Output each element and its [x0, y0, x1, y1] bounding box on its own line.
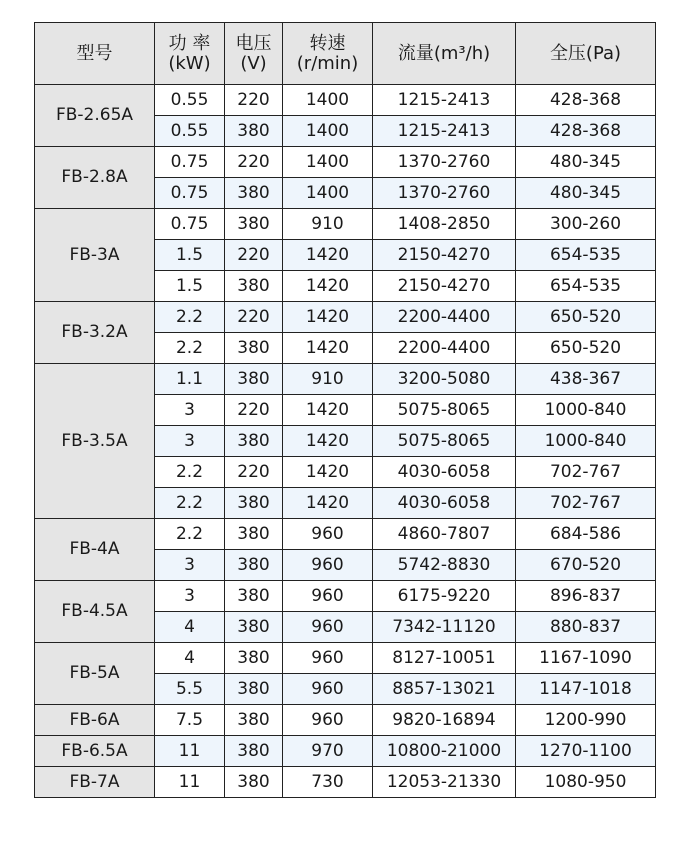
table-row [35, 302, 656, 333]
power-cell: 0.75 [155, 209, 225, 240]
header-speed-unit: (r/min) [296, 52, 359, 74]
power-cell: 3 [155, 581, 225, 612]
voltage-cell: 220 [225, 147, 283, 178]
speed-cell: 960 [283, 519, 373, 550]
power-cell: 0.55 [155, 85, 225, 116]
voltage-cell: 220 [225, 302, 283, 333]
power-cell: 2.2 [155, 519, 225, 550]
power-cell: 7.5 [155, 705, 225, 736]
speed-cell: 960 [283, 643, 373, 674]
power-cell: 1.1 [155, 364, 225, 395]
voltage-cell: 380 [225, 612, 283, 643]
pressure-cell: 428-368 [516, 85, 656, 116]
table-row [35, 767, 656, 798]
header-voltage [225, 23, 283, 85]
pressure-cell: 654-535 [516, 271, 656, 302]
pressure-cell: 1200-990 [516, 705, 656, 736]
model-cell: FB-3A [35, 209, 155, 302]
pressure-cell: 654-535 [516, 240, 656, 271]
header-flow [373, 23, 516, 85]
speed-cell: 1400 [283, 85, 373, 116]
power-cell: 3 [155, 426, 225, 457]
power-cell: 11 [155, 736, 225, 767]
header-speed-label: 转速 [309, 32, 346, 54]
model-cell: FB-6A [35, 705, 155, 736]
voltage-cell: 380 [225, 271, 283, 302]
pressure-cell: 880-837 [516, 612, 656, 643]
flow-cell: 1408-2850 [373, 209, 516, 240]
pressure-cell: 1080-950 [516, 767, 656, 798]
power-cell: 4 [155, 612, 225, 643]
header-model [35, 23, 155, 85]
model-cell: FB-7A [35, 767, 155, 798]
header-pressure [516, 23, 656, 85]
pressure-cell: 300-260 [516, 209, 656, 240]
header-speed [283, 23, 373, 85]
pressure-cell: 1000-840 [516, 395, 656, 426]
header-pressure-label: 全压(Pa) [549, 42, 622, 64]
flow-cell: 4030-6058 [373, 457, 516, 488]
power-cell: 2.2 [155, 457, 225, 488]
table-row [35, 147, 656, 178]
voltage-cell: 380 [225, 581, 283, 612]
flow-cell: 2200-4400 [373, 333, 516, 364]
voltage-cell: 380 [225, 550, 283, 581]
table-row [35, 364, 656, 395]
speed-cell: 960 [283, 705, 373, 736]
pressure-cell: 670-520 [516, 550, 656, 581]
pressure-cell: 702-767 [516, 488, 656, 519]
pressure-cell: 428-368 [516, 116, 656, 147]
power-cell: 5.5 [155, 674, 225, 705]
speed-cell: 960 [283, 550, 373, 581]
table-row [35, 85, 656, 116]
model-cell: FB-3.5A [35, 364, 155, 519]
power-cell: 4 [155, 643, 225, 674]
speed-cell: 1420 [283, 426, 373, 457]
flow-cell: 2150-4270 [373, 240, 516, 271]
header-power [155, 23, 225, 85]
header-voltage-label: 电压 [235, 32, 272, 54]
flow-cell: 9820-16894 [373, 705, 516, 736]
speed-cell: 970 [283, 736, 373, 767]
power-cell: 11 [155, 767, 225, 798]
model-cell: FB-2.65A [35, 85, 155, 147]
table-row [35, 705, 656, 736]
speed-cell: 1400 [283, 147, 373, 178]
voltage-cell: 380 [225, 209, 283, 240]
flow-cell: 4030-6058 [373, 488, 516, 519]
speed-cell: 1420 [283, 271, 373, 302]
pressure-cell: 1147-1018 [516, 674, 656, 705]
table-row [35, 519, 656, 550]
spec-table-container [34, 22, 656, 798]
flow-cell: 2200-4400 [373, 302, 516, 333]
speed-cell: 1420 [283, 488, 373, 519]
pressure-cell: 650-520 [516, 333, 656, 364]
table-body [35, 85, 656, 798]
pressure-cell: 650-520 [516, 302, 656, 333]
voltage-cell: 380 [225, 643, 283, 674]
flow-cell: 5742-8830 [373, 550, 516, 581]
speed-cell: 1420 [283, 302, 373, 333]
power-cell: 1.5 [155, 271, 225, 302]
power-cell: 0.75 [155, 178, 225, 209]
flow-cell: 1215-2413 [373, 116, 516, 147]
voltage-cell: 380 [225, 674, 283, 705]
header-flow-label: 流量(m³/h) [397, 42, 491, 64]
pressure-cell: 480-345 [516, 178, 656, 209]
speed-cell: 960 [283, 674, 373, 705]
voltage-cell: 220 [225, 457, 283, 488]
speed-cell: 1400 [283, 178, 373, 209]
voltage-cell: 380 [225, 488, 283, 519]
flow-cell: 5075-8065 [373, 395, 516, 426]
speed-cell: 1420 [283, 395, 373, 426]
flow-cell: 1215-2413 [373, 85, 516, 116]
fan-spec-table [34, 22, 656, 798]
pressure-cell: 896-837 [516, 581, 656, 612]
voltage-cell: 220 [225, 395, 283, 426]
model-cell: FB-3.2A [35, 302, 155, 364]
speed-cell: 1420 [283, 333, 373, 364]
speed-cell: 730 [283, 767, 373, 798]
flow-cell: 8857-13021 [373, 674, 516, 705]
header-power-label: 功 率 [168, 32, 211, 54]
pressure-cell: 480-345 [516, 147, 656, 178]
power-cell: 2.2 [155, 488, 225, 519]
speed-cell: 960 [283, 581, 373, 612]
voltage-cell: 380 [225, 364, 283, 395]
table-row [35, 643, 656, 674]
model-cell: FB-4.5A [35, 581, 155, 643]
pressure-cell: 684-586 [516, 519, 656, 550]
flow-cell: 8127-10051 [373, 643, 516, 674]
voltage-cell: 380 [225, 767, 283, 798]
flow-cell: 3200-5080 [373, 364, 516, 395]
header-model-label: 型号 [76, 42, 113, 64]
power-cell: 0.75 [155, 147, 225, 178]
model-cell: FB-2.8A [35, 147, 155, 209]
flow-cell: 4860-7807 [373, 519, 516, 550]
voltage-cell: 380 [225, 333, 283, 364]
table-row [35, 581, 656, 612]
flow-cell: 10800-21000 [373, 736, 516, 767]
table-row [35, 736, 656, 767]
speed-cell: 1420 [283, 240, 373, 271]
power-cell: 2.2 [155, 302, 225, 333]
flow-cell: 12053-21330 [373, 767, 516, 798]
model-cell: FB-5A [35, 643, 155, 705]
voltage-cell: 380 [225, 426, 283, 457]
voltage-cell: 220 [225, 240, 283, 271]
header-row [35, 23, 656, 85]
speed-cell: 960 [283, 612, 373, 643]
voltage-cell: 380 [225, 736, 283, 767]
header-power-unit: (kW) [168, 52, 211, 74]
flow-cell: 5075-8065 [373, 426, 516, 457]
pressure-cell: 702-767 [516, 457, 656, 488]
pressure-cell: 1167-1090 [516, 643, 656, 674]
flow-cell: 2150-4270 [373, 271, 516, 302]
speed-cell: 1420 [283, 457, 373, 488]
header-voltage-unit: (V) [240, 52, 267, 74]
voltage-cell: 380 [225, 519, 283, 550]
flow-cell: 1370-2760 [373, 147, 516, 178]
speed-cell: 1400 [283, 116, 373, 147]
speed-cell: 910 [283, 209, 373, 240]
pressure-cell: 438-367 [516, 364, 656, 395]
table-row [35, 209, 656, 240]
flow-cell: 1370-2760 [373, 178, 516, 209]
pressure-cell: 1000-840 [516, 426, 656, 457]
model-cell: FB-4A [35, 519, 155, 581]
power-cell: 0.55 [155, 116, 225, 147]
voltage-cell: 380 [225, 705, 283, 736]
power-cell: 1.5 [155, 240, 225, 271]
flow-cell: 6175-9220 [373, 581, 516, 612]
voltage-cell: 380 [225, 116, 283, 147]
flow-cell: 7342-11120 [373, 612, 516, 643]
model-cell: FB-6.5A [35, 736, 155, 767]
pressure-cell: 1270-1100 [516, 736, 656, 767]
power-cell: 3 [155, 395, 225, 426]
voltage-cell: 220 [225, 85, 283, 116]
voltage-cell: 380 [225, 178, 283, 209]
speed-cell: 910 [283, 364, 373, 395]
power-cell: 2.2 [155, 333, 225, 364]
power-cell: 3 [155, 550, 225, 581]
